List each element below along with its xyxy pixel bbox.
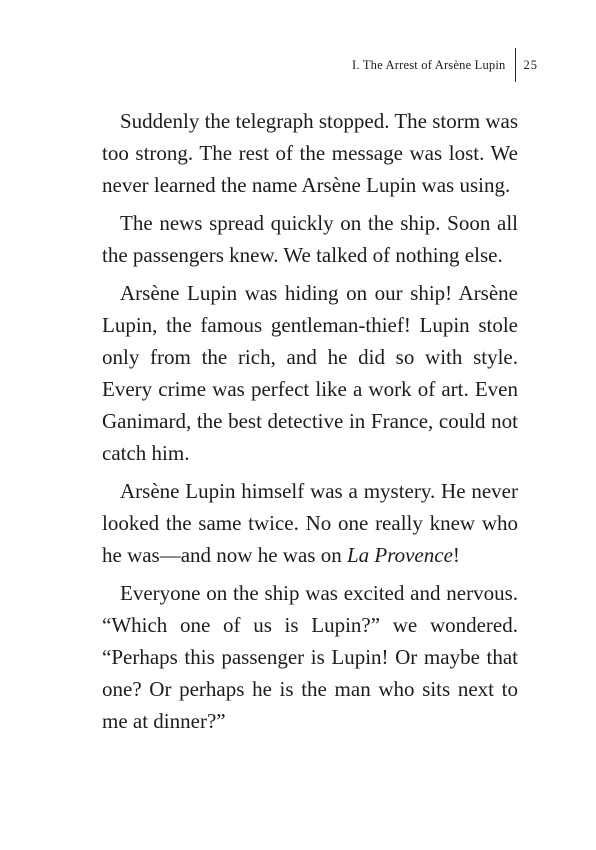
paragraph-telegraph: Suddenly the telegraph stopped. The storm was too strong. The rest of the message was lost. We never learned the name Arsène Lupin was using. <box>102 109 518 197</box>
paragraph-mystery <box>102 475 518 571</box>
paragraph-news: The news spread quickly on the ship. Soon all the passengers knew. We talked of nothing else. <box>102 211 518 267</box>
paragraph-gentleman-thief: Arsène Lupin was hiding on our ship! Arsène Lupin, the famous gentleman-thief! Lupin stole only from the rich, and he did so with style. Every crime was perfect like a work of art. Even Ganimard, the best detective in France, could not catch him. <box>102 281 518 465</box>
paragraph-mystery-end: ! <box>452 543 460 567</box>
paragraph-mystery-text: Arsène Lupin himself was a mystery. He never looked the same twice. No one really knew who he was—and now he was on <box>102 479 518 567</box>
chapter-title: I. The Arrest of Arsène Lupin <box>352 57 506 72</box>
page-body <box>102 105 518 737</box>
paragraph-passengers: Everyone on the ship was excited and nervous. “Which one of us is Lupin?” we wondered. “Perhaps this passenger is Lupin! Or maybe that one? Or perhaps he is the man who sits next to me at dinner?” <box>102 581 518 733</box>
running-head <box>352 48 538 82</box>
page-number: 25 <box>523 57 538 72</box>
ship-name: La Provence <box>346 543 453 567</box>
